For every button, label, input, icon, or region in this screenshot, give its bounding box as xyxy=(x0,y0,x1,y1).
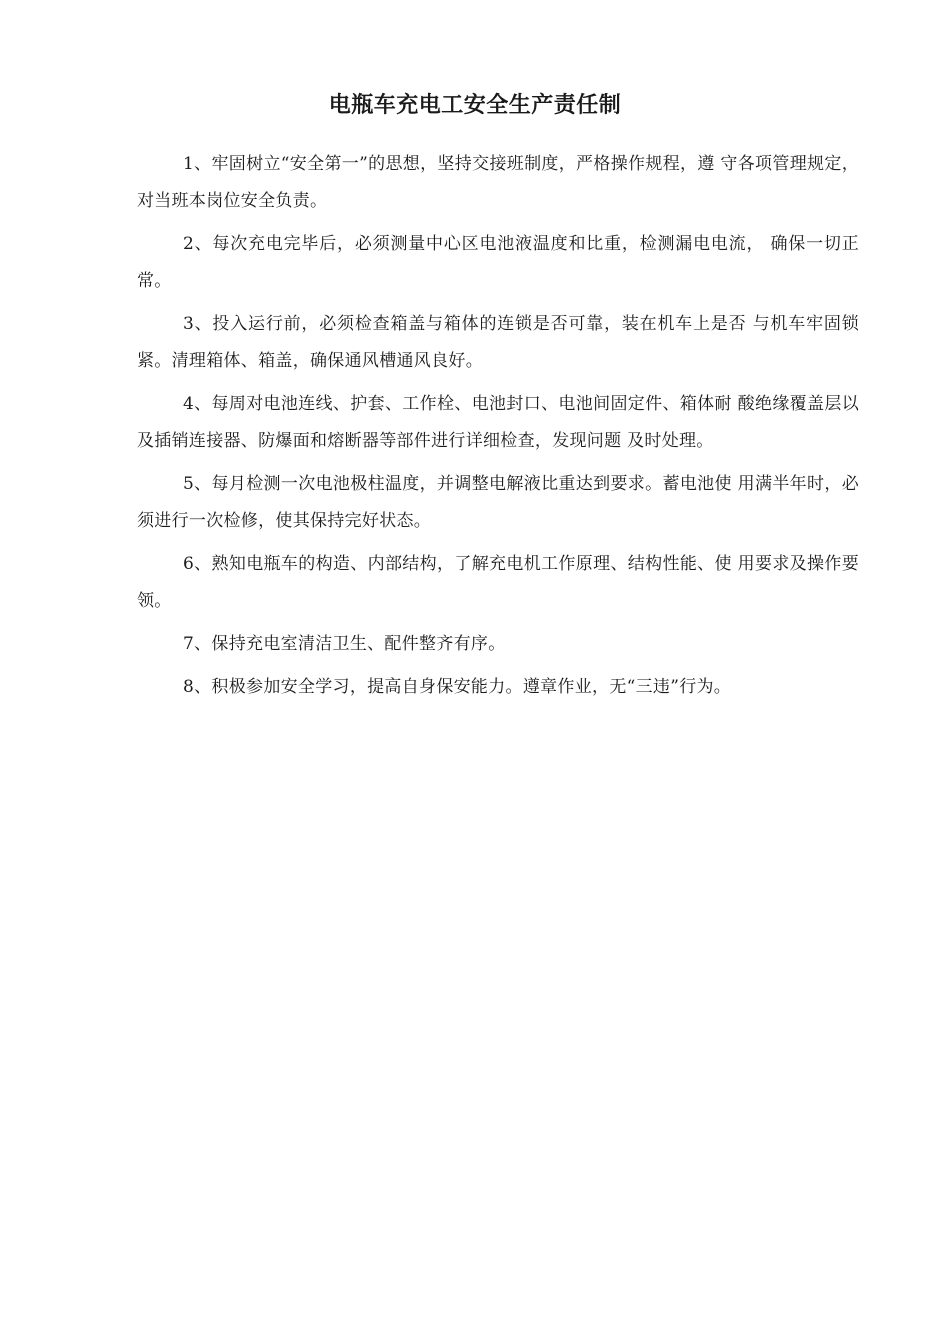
paragraph-1: 1、牢固树立“安全第一”的思想，坚持交接班制度，严格操作规程，遵 守各项管理规定，对当班本岗位安全负责。 xyxy=(137,154,859,211)
paragraph-4: 4、每周对电池连线、护套、工作栓、电池封口、电池间固定件、箱体耐 酸绝缘覆盖层以及插销连接器、防爆面和熔断器等部件进行详细检查，发现问题 及时处理。 xyxy=(137,394,859,451)
document-title: 电瓶车充电工安全生产责任制 xyxy=(328,93,622,118)
paragraph-8: 8、积极参加安全学习，提高自身保安能力。遵章作业，无“三违”行为。 xyxy=(183,677,732,697)
paragraph-7: 7、保持充电室清洁卫生、配件整齐有序。 xyxy=(183,634,506,654)
paragraph-3: 3、投入运行前，必须检查箱盖与箱体的连锁是否可靠，装在机车上是否 与机车牢固锁紧。清理箱体、箱盖，确保通风槽通风良好。 xyxy=(137,314,859,371)
document-body xyxy=(137,146,859,712)
paragraph-5: 5、每月检测一次电池极柱温度，并调整电解液比重达到要求。蓄电池使 用满半年时，必须进行一次检修，使其保持完好状态。 xyxy=(137,474,859,531)
paragraph-6: 6、熟知电瓶车的构造、内部结构，了解充电机工作原理、结构性能、使 用要求及操作要领。 xyxy=(137,554,859,611)
paragraph-2: 2、每次充电完毕后，必须测量中心区电池液温度和比重，检测漏电电流， 确保一切正常。 xyxy=(137,234,859,291)
